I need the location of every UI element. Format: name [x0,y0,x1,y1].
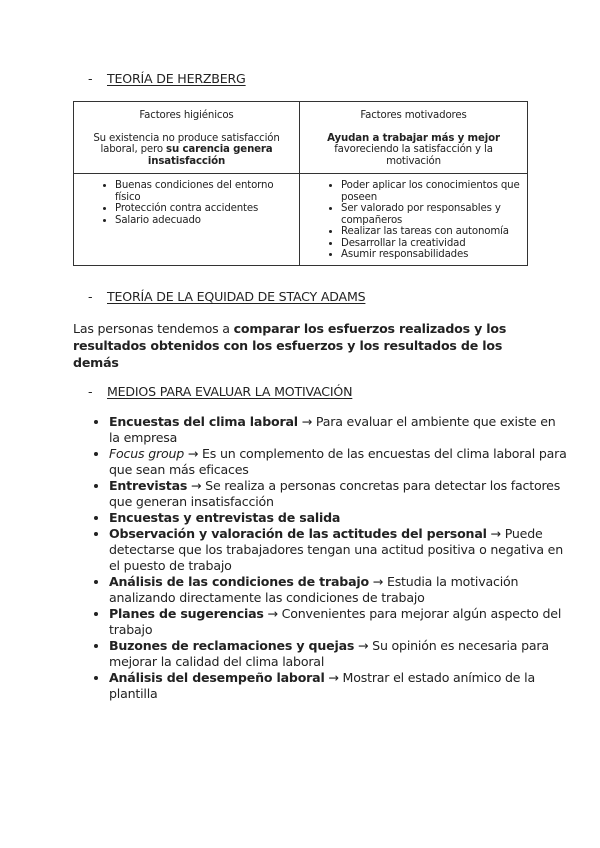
hygiene-factors-header [74,102,300,174]
list-item: • Asumir responsabilidades [341,249,523,261]
method-description: Puede detectarse que los trabajadores tengan una actitud positiva o negativa en el puesto de trabajo [109,526,563,573]
method-name: Análisis de las condiciones de trabajo [109,574,369,589]
method-item [109,478,569,510]
arrow-icon: → [324,670,343,685]
arrow-icon: → [184,446,203,461]
heading-text: TEORÍA DE HERZBERG [107,71,246,86]
motivating-desc-bold: Ayudan a trabajar más y mejor [327,132,500,144]
method-item [109,510,569,526]
heading-dash: - [88,384,93,399]
herzberg-table [73,101,528,266]
method-description: Convenientes para mejorar algún aspecto del trabajo [109,606,562,637]
table-header-row [74,102,528,174]
arrow-icon: → [368,574,387,589]
heading-medios [88,384,352,399]
method-name: Planes de sugerencias [109,606,264,621]
evaluation-methods-list [73,414,569,702]
list-item: • Realizar las tareas con autonomía [341,226,523,238]
motivating-desc-plain: favoreciendo la satisfacción y la motivación [334,144,493,167]
method-description: Su opinión es necesaria para mejorar la calidad del clima laboral [109,638,549,669]
motivating-factors-list-cell [300,174,528,266]
paragraph-bold: comparar los esfuerzos realizados y los resultados obtenidos con los esfuerzos y los resultados de los demás [73,321,507,370]
hygiene-factors-list-cell [74,174,300,266]
list-item: • Protección contra accidentes [115,203,295,215]
method-item [109,526,569,574]
list-item: • Buenas condiciones del entorno físico [115,180,295,203]
method-name: Buzones de reclamaciones y quejas [109,638,355,653]
method-name: Encuestas y entrevistas de salida [109,510,341,525]
hygiene-factors-title: Factores higiénicos [139,110,234,121]
arrow-icon: → [354,638,373,653]
motivating-factors-description [308,133,519,168]
equity-theory-paragraph [73,320,533,371]
table-body-row [74,174,528,266]
heading-text: MEDIOS PARA EVALUAR LA MOTIVACIÓN [107,384,353,399]
method-item [109,574,569,606]
heading-text: TEORÍA DE LA EQUIDAD DE STACY ADAMS [107,289,366,304]
method-description: Mostrar el estado anímico de la plantilla [109,670,535,701]
method-item [109,638,569,670]
list-item: • Salario adecuado [115,215,295,227]
paragraph-plain: Las personas tendemos a [73,321,234,336]
method-description: Para evaluar el ambiente que existe en la empresa [109,414,556,445]
motivating-factors-header [300,102,528,174]
list-item: • Desarrollar la creatividad [341,238,523,250]
hygiene-desc-plain: Su existencia no produce satisfacción laboral, pero [93,132,280,155]
hygiene-factors-description [82,133,291,168]
method-name: Observación y valoración de las actitudes del personal [109,526,487,541]
arrow-icon: → [187,478,206,493]
method-item [109,446,569,478]
hygiene-desc-bold: su carencia genera insatisfacción [147,144,273,167]
method-description: Estudia la motivación analizando directamente las condiciones de trabajo [109,574,519,605]
hygiene-factors-list [78,180,295,226]
motivating-factors-list [304,180,523,261]
method-description: Se realiza a personas concretas para detectar los factores que generan insatisfacción [109,478,561,509]
heading-dash: - [88,289,93,304]
method-item [109,414,569,446]
motivating-factors-title: Factores motivadores [360,110,467,121]
list-item: • Ser valorado por responsables y compañeros [341,203,523,226]
method-name: Entrevistas [109,478,188,493]
arrow-icon: → [263,606,282,621]
arrow-icon: → [297,414,316,429]
method-item [109,606,569,638]
method-name: Focus group [109,446,185,461]
heading-herzberg [88,71,246,86]
method-name: Encuestas del clima laboral [109,414,298,429]
list-item: • Poder aplicar los conocimientos que poseen [341,180,523,203]
arrow-icon: → [486,526,505,541]
method-description: Es un complemento de las encuestas del clima laboral para que sean más eficaces [109,446,567,477]
method-item [109,670,569,702]
method-name: Análisis del desempeño laboral [109,670,325,685]
heading-dash: - [88,71,93,86]
heading-equidad [88,289,365,304]
